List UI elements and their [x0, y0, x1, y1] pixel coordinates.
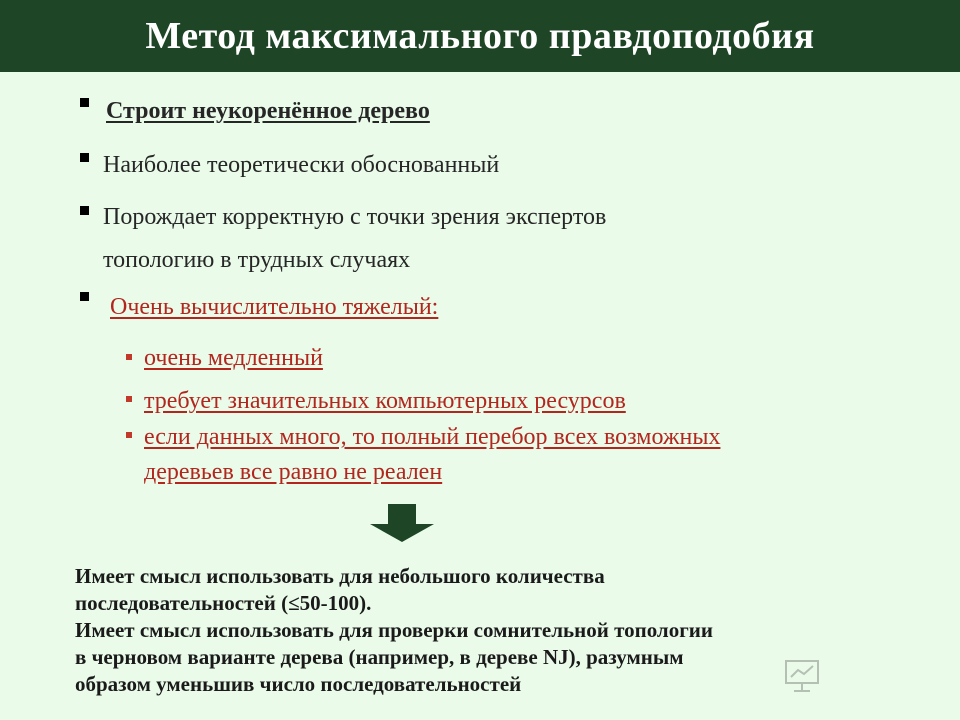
bullet-square-icon — [80, 98, 89, 107]
summary-line: Имеет смысл использовать для небольшого количества — [75, 564, 605, 588]
subbullet-1-text: очень медленный — [144, 345, 323, 371]
subbullet-3-text-line1: если данных много, то полный перебор всех возможных — [144, 424, 721, 450]
summary-line: Имеет смысл использовать для проверки сомнительной топологии — [75, 618, 713, 642]
subbullet-2-text: требует значительных компьютерных ресурсов — [144, 388, 626, 414]
subbullet-square-icon — [126, 432, 132, 438]
subbullet-square-icon — [126, 396, 132, 402]
bullet-2-text: Наиболее теоретически обоснованный — [103, 152, 500, 178]
summary-line: образом уменьшив число последовательностей — [75, 672, 522, 696]
subbullet-3-text-line2: деревьев все равно не реален — [144, 459, 443, 485]
down-arrow-icon — [362, 504, 442, 544]
bullet-square-icon — [80, 292, 89, 301]
bullet-square-icon — [80, 153, 89, 162]
bullet-3-text-line2: топологию в трудных случаях — [103, 247, 411, 273]
presentation-watermark-icon — [782, 657, 822, 693]
bullet-square-icon — [80, 206, 89, 215]
subbullet-square-icon — [126, 354, 132, 360]
bullet-1-text: Строит неукоренённое дерево — [106, 98, 430, 124]
bullet-4-text: Очень вычислительно тяжелый: — [110, 294, 439, 320]
title-bar — [0, 0, 960, 72]
summary-line: последовательностей (≤50-100). — [75, 591, 372, 615]
bullet-3-text-line1: Порождает корректную с точки зрения экспертов — [103, 204, 607, 230]
summary-line: в черновом варианте дерева (например, в дереве NJ), разумным — [75, 645, 684, 669]
slide-title: Метод максимального правдоподобия — [145, 15, 815, 57]
